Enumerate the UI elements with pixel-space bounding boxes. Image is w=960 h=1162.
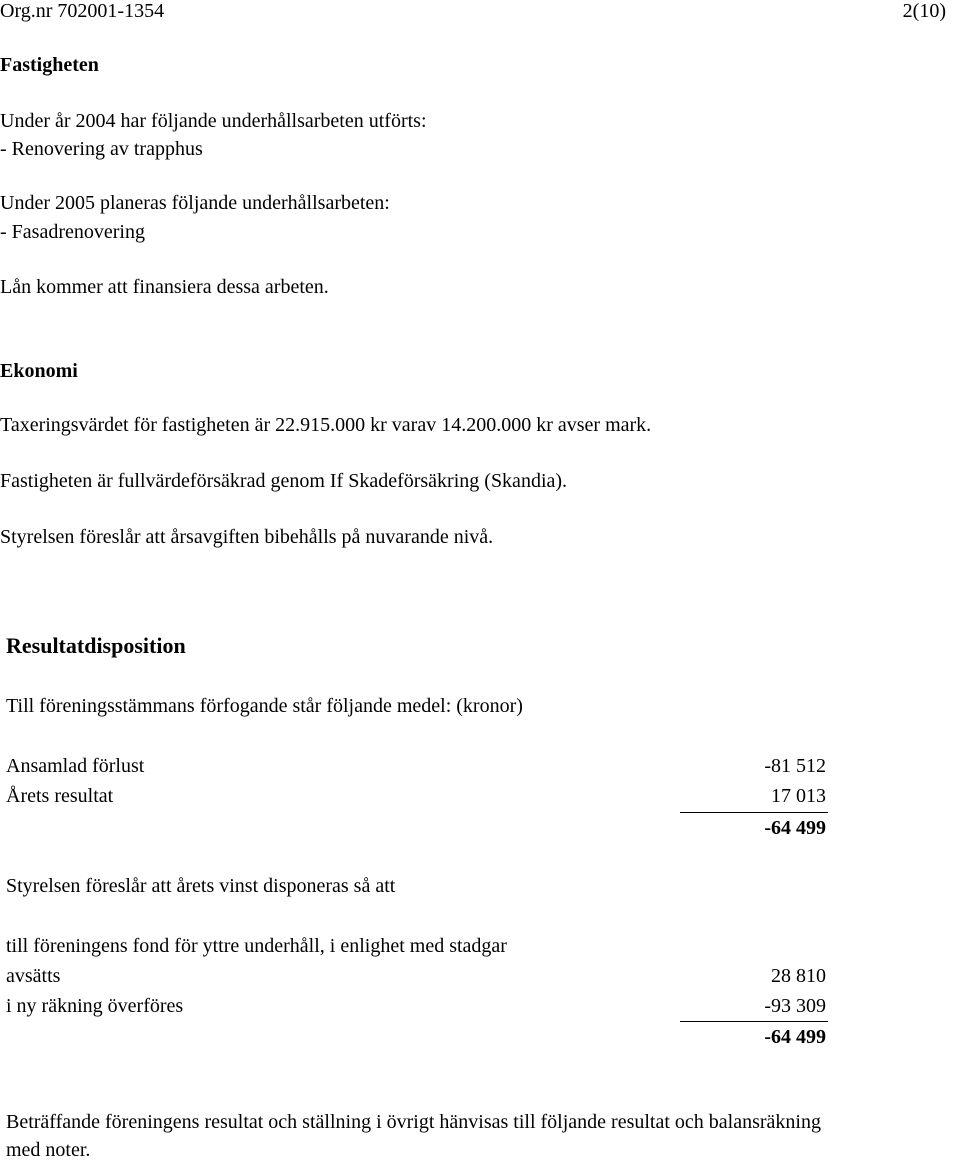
total-value-1: -64 499 — [764, 817, 826, 839]
proposal-text: Styrelsen föreslår att årets vinst disponeras så att — [6, 875, 396, 897]
heading-fastigheten: Fastigheten — [0, 54, 99, 76]
row-label-year-result: Årets resultat — [6, 785, 114, 807]
sum-rule-1 — [680, 812, 828, 813]
footer-text-line-2: med noter. — [6, 1139, 91, 1161]
fund-text: till föreningens fond för yttre underhåll, i enlighet med stadgar — [6, 935, 507, 957]
maintenance-planned-item: - Fasadrenovering — [0, 221, 145, 243]
row-value-allocated: 28 810 — [771, 965, 826, 987]
page-number: 2(10) — [902, 0, 946, 22]
row-label-allocated: avsätts — [6, 965, 61, 987]
row-label-carried-forward: i ny räkning överföres — [6, 995, 184, 1017]
row-value-year-result: 17 013 — [771, 785, 826, 807]
row-value-carried-forward: -93 309 — [764, 995, 826, 1017]
footer-text-line-1: Beträffande föreningens resultat och ställning i övrigt hänvisas till följande resultat och balansräkning — [6, 1111, 821, 1133]
insurance-text: Fastigheten är fullvärdeförsäkrad genom If Skadeförsäkring (Skandia). — [0, 470, 568, 492]
maintenance-done-text: Under år 2004 har följande underhållsarbeten utförts: — [0, 110, 427, 132]
sum-rule-2 — [680, 1021, 828, 1022]
org-number: Org.nr 702001-1354 — [0, 0, 165, 22]
total-value-2: -64 499 — [764, 1026, 826, 1048]
row-label-accumulated-loss: Ansamlad förlust — [6, 755, 145, 777]
maintenance-done-item: - Renovering av trapphus — [0, 138, 203, 160]
maintenance-planned-text: Under 2005 planeras följande underhållsarbeten: — [0, 192, 390, 214]
funds-intro-text: Till föreningsstämmans förfogande står följande medel: (kronor) — [6, 695, 523, 717]
tax-value-text: Taxeringsvärdet för fastigheten är 22.915.000 kr varav 14.200.000 kr avser mark. — [0, 414, 652, 436]
heading-resultatdisposition: Resultatdisposition — [6, 633, 186, 658]
row-value-accumulated-loss: -81 512 — [764, 755, 826, 777]
annual-fee-text: Styrelsen föreslår att årsavgiften bibehålls på nuvarande nivå. — [0, 526, 494, 548]
heading-ekonomi: Ekonomi — [0, 360, 78, 382]
loan-text: Lån kommer att finansiera dessa arbeten. — [0, 276, 329, 298]
